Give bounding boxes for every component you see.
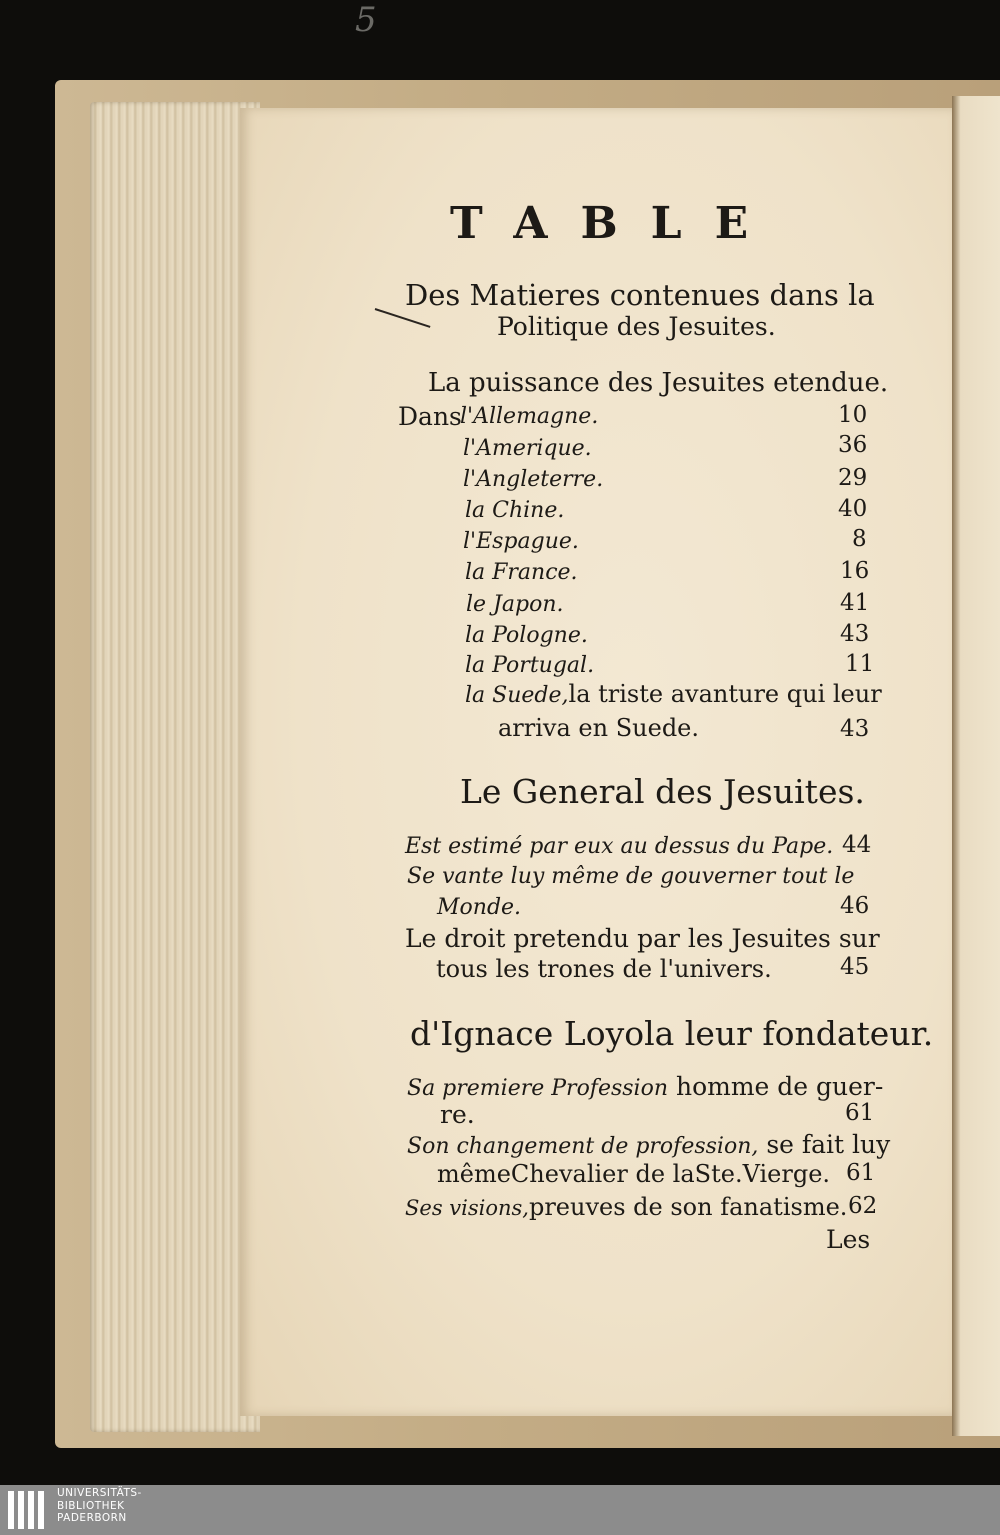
country-entry-label: l'Allemagne. (460, 404, 599, 429)
ignace-entry-3-rest: preuves de son fanatisme. (528, 1193, 848, 1221)
country-entry-label: l'Amerique. (463, 436, 592, 461)
library-logo-line1: UNIVERSITÄTS- (57, 1487, 142, 1499)
suede-entry-rest: la triste avanture qui leur (568, 680, 882, 708)
suede-entry-page: 43 (840, 716, 870, 742)
ignace-entry-3-italic: Ses visions, (405, 1196, 529, 1220)
page-subtitle-line1: Des Matieres contenues dans la (405, 278, 875, 312)
country-entry-label: la France. (465, 560, 578, 585)
ignace-entry-1-page: 61 (845, 1100, 875, 1126)
country-entry-page: 40 (838, 496, 868, 522)
country-entry-label: le Japon. (466, 592, 564, 617)
country-entry-page: 16 (840, 558, 870, 584)
facing-page-edge (952, 96, 1000, 1436)
country-entry-page: 11 (845, 651, 875, 677)
section-heading-general: Le General des Jesuites. (460, 772, 865, 811)
pencil-page-mark: 5 (355, 0, 377, 40)
countries-prefix: Dans (398, 402, 462, 431)
ignace-entry-1-rest: homme de guer- (675, 1072, 884, 1101)
country-entry-label: la Pologne. (465, 623, 588, 648)
suede-entry (465, 680, 882, 708)
suede-entry-italic: la Suede, (465, 683, 569, 708)
ignace-entry-3-page: 62 (848, 1193, 878, 1219)
country-entry-label: la Chine. (465, 498, 565, 523)
general-entry-1-page: 44 (842, 832, 872, 858)
library-logo-text (57, 1487, 142, 1525)
ignace-entry-2-page: 61 (846, 1160, 876, 1186)
ignace-entry-2-italic: Son changement de profession, (407, 1134, 759, 1159)
general-entry-3-page: 45 (840, 954, 870, 980)
general-entry-3-line1: Le droit pretendu par les Jesuites sur (405, 924, 880, 953)
ignace-entry-2-rest: se fait luy (766, 1130, 891, 1159)
general-entry-3-line2: tous les trones de l'univers. (436, 955, 772, 983)
general-entry-1: Est estimé par eux au dessus du Pape. (405, 834, 834, 859)
section-intro: La puissance des Jesuites etendue. (428, 368, 889, 398)
ignace-entry-2-line1 (407, 1130, 890, 1159)
page-subtitle-line2: Politique des Jesuites. (497, 312, 776, 341)
ignace-entry-1-italic: Sa premiere Profession (407, 1076, 669, 1101)
library-logo-icon (8, 1491, 44, 1529)
footer-band (0, 1485, 1000, 1535)
country-entry-page: 29 (838, 465, 868, 491)
country-entry-page: 43 (840, 621, 870, 647)
general-entry-2-line2: Monde. (437, 895, 522, 920)
country-entry-page: 41 (840, 590, 870, 616)
page-edges (90, 102, 260, 1432)
general-entry-2-page: 46 (840, 893, 870, 919)
ignace-entry-1-line1 (407, 1072, 883, 1101)
library-logo-line3: PADERBORN (57, 1512, 127, 1524)
country-entry-label: l'Espague. (463, 529, 579, 554)
country-entry-page: 36 (838, 432, 868, 458)
ignace-entry-1-line2: re. (440, 1100, 475, 1129)
country-entry-label: la Portugal. (465, 653, 595, 678)
country-entry-page: 10 (838, 402, 868, 428)
country-entry-label: l'Angleterre. (463, 467, 604, 492)
catchword: Les (826, 1225, 871, 1254)
ignace-entry-2-line2: mêmeChevalier de laSte.Vierge. (437, 1160, 831, 1188)
general-entry-2-line1: Se vante luy même de gouverner tout le (407, 864, 855, 889)
page-title: TABLE (450, 198, 782, 249)
ignace-entry-3 (405, 1193, 847, 1221)
section-heading-ignace: d'Ignace Loyola leur fondateur. (410, 1014, 934, 1053)
suede-entry-line2: arriva en Suede. (498, 714, 700, 742)
library-logo-line2: BIBLIOTHEK (57, 1499, 125, 1512)
country-entry-page: 8 (852, 526, 867, 552)
